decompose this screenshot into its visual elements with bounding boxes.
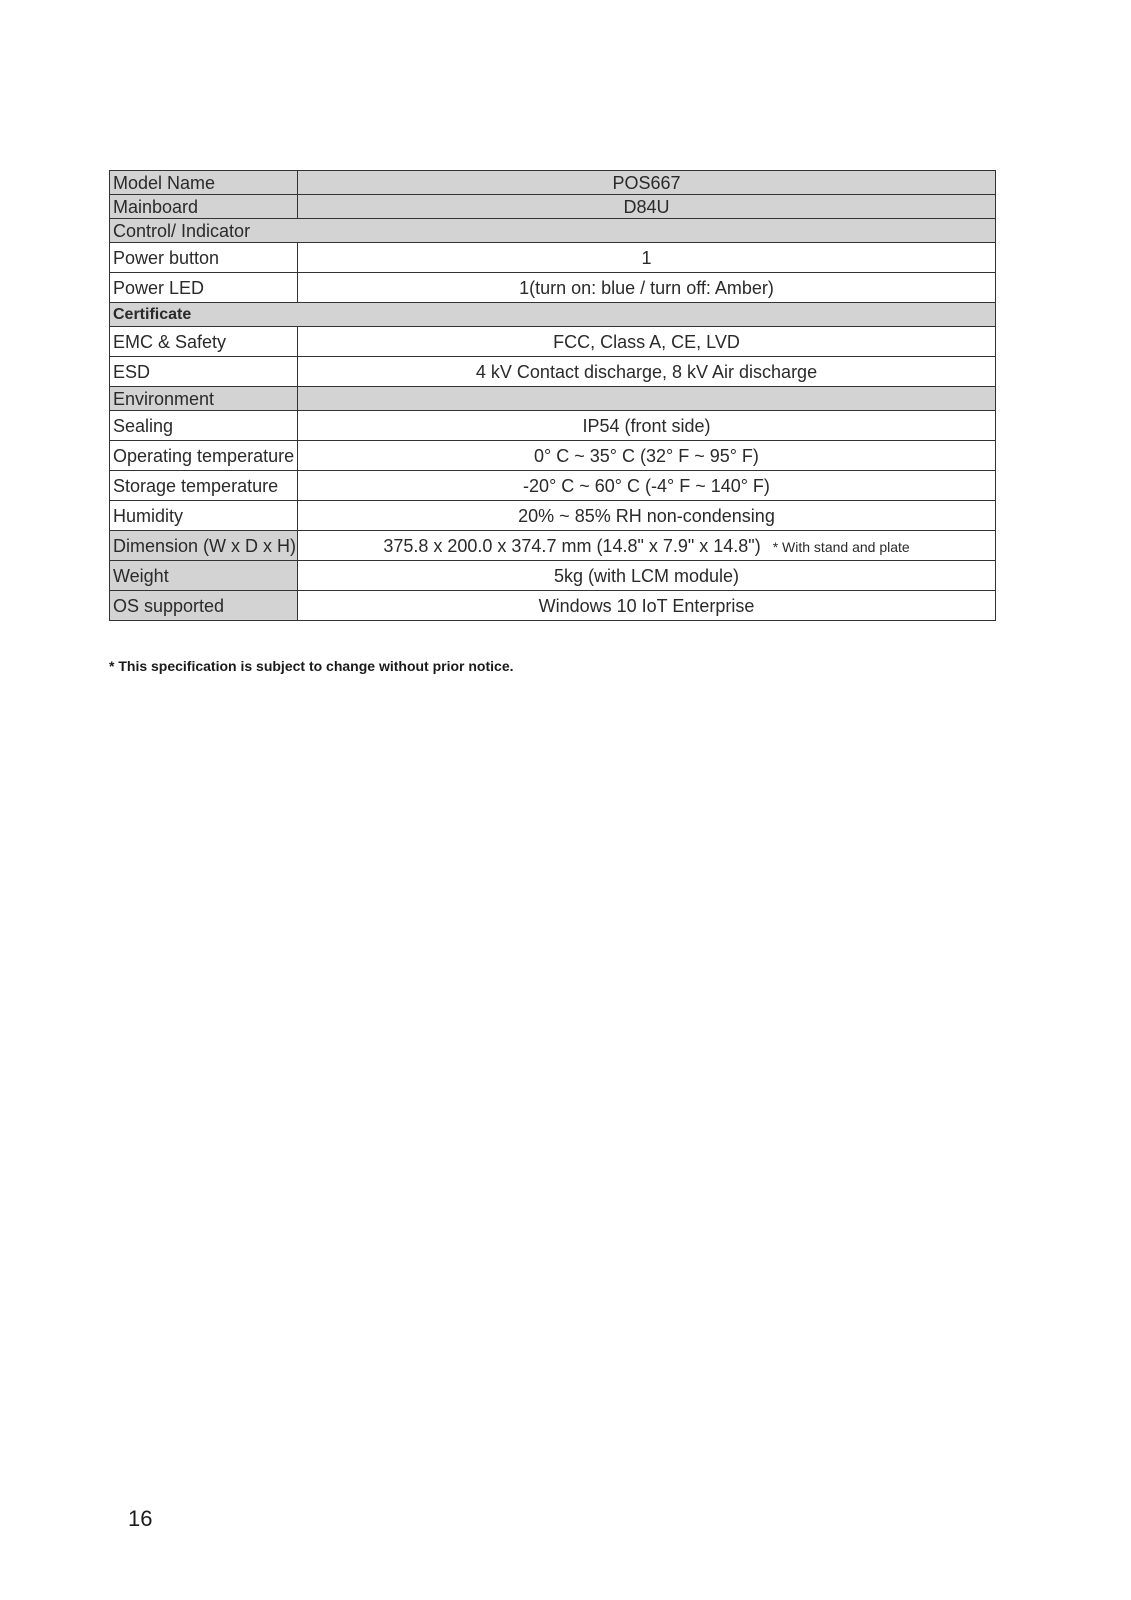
row-value: IP54 (front side) xyxy=(298,411,996,441)
row-label: Power button xyxy=(110,243,298,273)
table-row-storage-temperature xyxy=(110,471,996,501)
section-header-empty-cell xyxy=(298,387,996,411)
table-row-model-name xyxy=(110,171,996,195)
table-row-dimension xyxy=(110,531,996,561)
row-label: OS supported xyxy=(110,591,298,621)
row-label: Power LED xyxy=(110,273,298,303)
row-label: Storage temperature xyxy=(110,471,298,501)
row-label: Mainboard xyxy=(110,195,298,219)
row-value: 1 xyxy=(298,243,996,273)
section-header-label: Control/ Indicator xyxy=(110,219,996,243)
specification-footnote: * This specification is subject to change without prior notice. xyxy=(109,658,514,674)
row-value: Windows 10 IoT Enterprise xyxy=(298,591,996,621)
row-label: Model Name xyxy=(110,171,298,195)
row-label: Sealing xyxy=(110,411,298,441)
page-number: 16 xyxy=(128,1506,153,1531)
row-label: ESD xyxy=(110,357,298,387)
row-label: Operating temperature xyxy=(110,441,298,471)
dimension-value: 375.8 x 200.0 x 374.7 mm (14.8" x 7.9" x 14.8") xyxy=(383,535,761,556)
section-header-control-indicator xyxy=(110,219,996,243)
dimension-note: * With stand and plate xyxy=(772,538,910,555)
table-row-power-button xyxy=(110,243,996,273)
row-value: 5kg (with LCM module) xyxy=(298,561,996,591)
section-header-label: Certificate xyxy=(110,303,996,327)
row-value: FCC, Class A, CE, LVD xyxy=(298,327,996,357)
table-row-humidity xyxy=(110,501,996,531)
table-row-mainboard xyxy=(110,195,996,219)
row-value: 20% ~ 85% RH non-condensing xyxy=(298,501,996,531)
table-row-esd xyxy=(110,357,996,387)
row-value: 1(turn on: blue / turn off: Amber) xyxy=(298,273,996,303)
section-header-environment xyxy=(110,387,996,411)
row-label: Dimension (W x D x H) xyxy=(110,531,298,561)
row-value-cell xyxy=(298,531,996,561)
table-row-operating-temperature xyxy=(110,441,996,471)
row-value: 0° C ~ 35° C (32° F ~ 95° F) xyxy=(298,441,996,471)
section-header-certificate xyxy=(110,303,996,327)
row-label: Humidity xyxy=(110,501,298,531)
table-row-weight xyxy=(110,561,996,591)
row-label: Weight xyxy=(110,561,298,591)
table-row-emc-safety xyxy=(110,327,996,357)
row-value: POS667 xyxy=(298,171,996,195)
section-header-label: Environment xyxy=(110,387,298,411)
table-row-power-led xyxy=(110,273,996,303)
row-value: 4 kV Contact discharge, 8 kV Air discharge xyxy=(298,357,996,387)
row-label: EMC & Safety xyxy=(110,327,298,357)
row-value: D84U xyxy=(298,195,996,219)
specification-table xyxy=(109,170,996,621)
table-row-os-supported xyxy=(110,591,996,621)
row-value: -20° C ~ 60° C (-4° F ~ 140° F) xyxy=(298,471,996,501)
table-row-sealing xyxy=(110,411,996,441)
